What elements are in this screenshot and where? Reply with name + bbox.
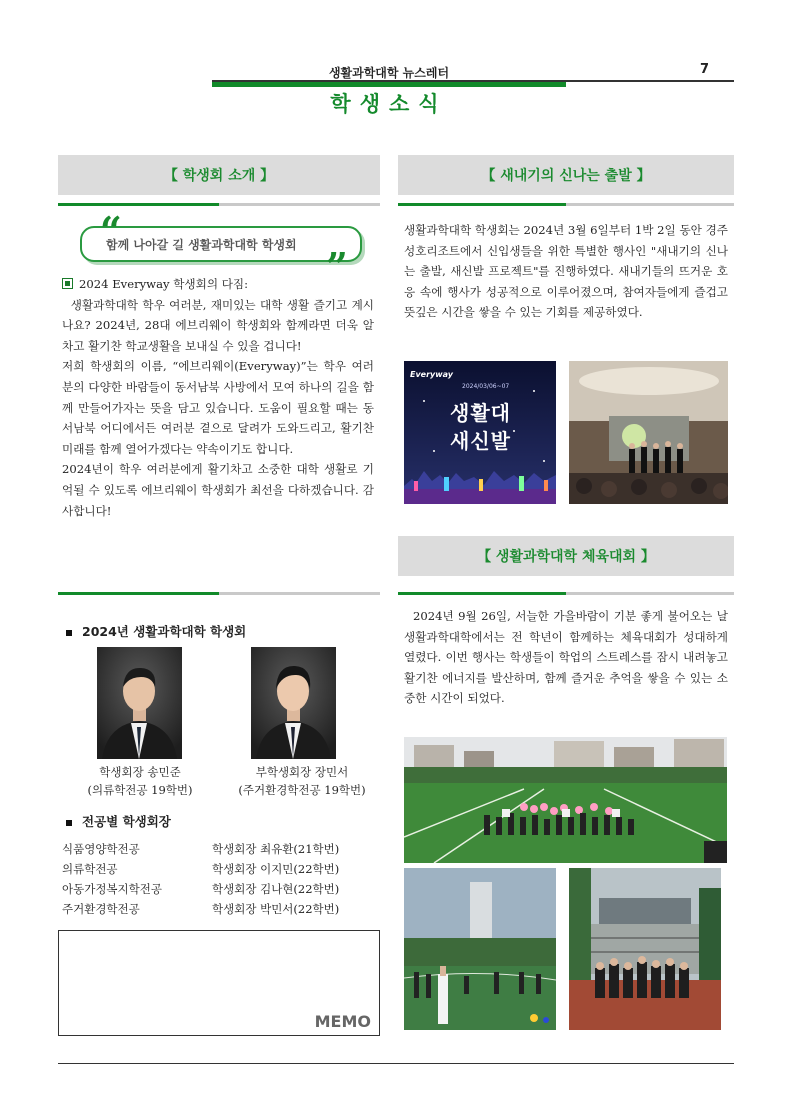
square-bullet-icon bbox=[66, 820, 72, 826]
memo-label: MEMO bbox=[314, 1012, 371, 1031]
poster-brand: Everyway bbox=[410, 370, 454, 379]
major-heading bbox=[66, 812, 171, 830]
roster-dept: 주거환경학전공 bbox=[62, 902, 140, 916]
president-photo bbox=[97, 647, 182, 759]
newsletter-title: 생활과학대학 뉴스레터 bbox=[328, 66, 450, 80]
major-roster bbox=[62, 839, 382, 919]
roster-head: 학생회장 김나현(22학번) bbox=[212, 882, 340, 896]
square-bullet-icon bbox=[66, 630, 72, 636]
roster-row bbox=[62, 859, 382, 879]
poster-title-line2: 새신발 bbox=[450, 429, 511, 453]
page-number: 7 bbox=[700, 62, 710, 77]
pledge-text bbox=[62, 274, 374, 521]
sports-underline bbox=[398, 592, 734, 595]
pledge-paragraph: 저희 학생회의 이름, “에브리웨이(Everyway)”는 학우 여러분의 다양한 바람들이 동서남북 사방에서 모여 하나의 길을 함께 만들어가자는 뜻을 담고 있습니다. 도움이 필요할 때는 동서남북 어디에서든 여러분 곁으로 달려가 도와드리고, 활기찬 미래를 함께 열어가겠다는 약속이기도 합니다. bbox=[62, 359, 374, 456]
pledge-paragraph: 2024년이 학우 여러분에게 활기차고 소중한 대학 생활로 기억될 수 있도록 에브리웨이 학생회가 최선을 다하겠습니다. 감사합니다! bbox=[62, 462, 374, 518]
quote-box bbox=[80, 226, 362, 262]
council-heading-text: 2024년 생활과학대학 학생회 bbox=[82, 624, 247, 639]
sports-game-photo bbox=[404, 868, 556, 1030]
president-caption bbox=[60, 763, 220, 799]
roster-head: 학생회장 이지민(22학번) bbox=[212, 862, 340, 876]
footer-rule bbox=[58, 1063, 734, 1064]
poster-title-line1: 생활대 bbox=[450, 401, 511, 425]
vice-role: 부학생회장 장민서 bbox=[255, 765, 349, 779]
orientation-section-header: 【 새내기의 신나는 출발 】 bbox=[398, 155, 734, 195]
vice-dept: (주거환경학전공 19학번) bbox=[238, 783, 366, 797]
roster-head: 학생회장 박민서(22학번) bbox=[212, 902, 340, 916]
roster-dept: 식품영양학전공 bbox=[62, 842, 140, 856]
president-role: 학생회장 송민준 bbox=[99, 765, 181, 779]
sports-field-photo bbox=[404, 737, 727, 863]
president-dept: (의류학전공 19학번) bbox=[87, 783, 193, 797]
roster-dept: 아동가정복지학전공 bbox=[62, 882, 162, 896]
major-heading-text: 전공별 학생회장 bbox=[82, 814, 171, 829]
pledge-title-line bbox=[62, 274, 374, 295]
orientation-underline bbox=[398, 203, 734, 206]
quote-text: 함께 나아갈 길 생활과학대학 학생회 bbox=[106, 237, 297, 252]
pledge-title: 2024 Everyway 학생회의 다짐: bbox=[79, 277, 249, 291]
poster-date: 2024/03/06~07 bbox=[462, 383, 510, 390]
header-green-bar bbox=[212, 82, 566, 87]
sports-section-header: 【 생활과학대학 체육대회 】 bbox=[398, 536, 734, 576]
roster-row bbox=[62, 899, 382, 919]
orientation-event-photo bbox=[569, 361, 728, 504]
orientation-text: 생활과학대학 학생회는 2024년 3월 6일부터 1박 2일 동안 경주 성호리조트에서 신입생들을 위한 특별한 행사인 "새내기의 신나는 출발, 새신발 프로젝트"를 진행하였다. 새내기들의 뜨거운 호응 속에 행사가 성공적으로 이루어졌으며, 참여자들에게 즐겁고 뜻깊은 시간을 쌓을 수 있는 기회를 제공하였다. bbox=[404, 223, 728, 320]
pledge-paragraph: 생활과학대학 학우 여러분, 재미있는 대학 생활 즐기고 계시나요? 2024년, 28대 에브리웨이 학생회와 함께라면 더욱 알차고 활기찬 학교생활을 보내실 수 있을 겁니다! bbox=[62, 297, 374, 353]
council-heading bbox=[66, 622, 246, 640]
section-title: 학생소식 bbox=[330, 92, 448, 116]
checkbox-bullet-icon bbox=[62, 278, 73, 289]
vice-president-photo bbox=[251, 647, 336, 759]
vice-president-caption bbox=[222, 763, 382, 799]
roster-row bbox=[62, 839, 382, 859]
sports-text: 2024년 9월 26일, 서늘한 가을바람이 기분 좋게 불어오는 날 생활과학대학에서는 전 학년이 함께하는 체육대회가 성대하게 열렸다. 이번 행사는 학생들이 학업의 스트레스를 잠시 내려놓고 활기찬 에너지를 발산하며, 함께 즐거운 추억을 쌓을 수 있는 소중한 시간이 되었다. bbox=[404, 609, 732, 706]
orientation-poster-image bbox=[404, 361, 556, 504]
sports-group-photo bbox=[569, 868, 721, 1030]
intro-bottom-underline bbox=[58, 592, 380, 595]
intro-underline bbox=[58, 203, 380, 206]
open-quote-icon: “ bbox=[100, 208, 122, 253]
roster-head: 학생회장 최유환(21학번) bbox=[212, 842, 340, 856]
roster-row bbox=[62, 879, 382, 899]
roster-dept: 의류학전공 bbox=[62, 862, 118, 876]
close-quote-icon: ” bbox=[326, 244, 348, 289]
memo-box bbox=[58, 930, 380, 1036]
intro-section-header: 【 학생회 소개 】 bbox=[58, 155, 380, 195]
